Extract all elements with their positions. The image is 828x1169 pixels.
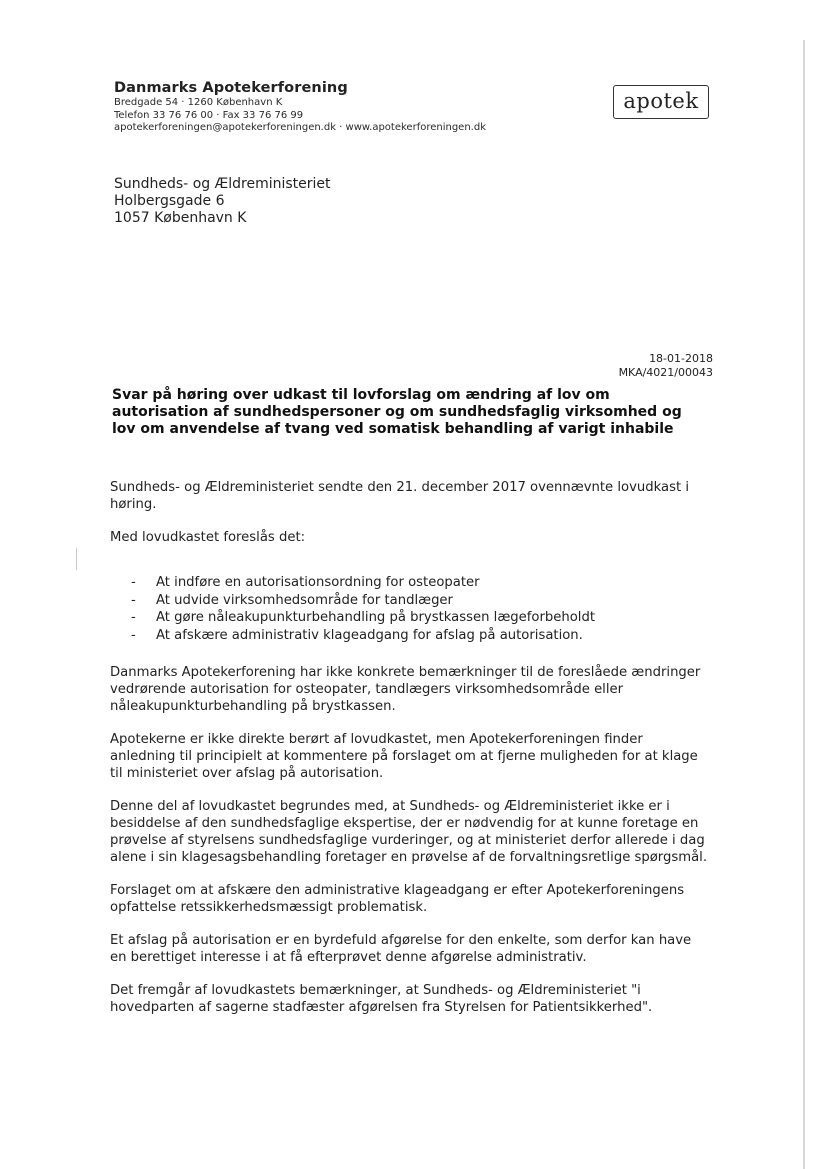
body-paragraph-6: Forslaget om at afskære den administrative klageadgang er efter Apotekerforeningens opfattelse retssikkerhedsmæssigt problematisk.: [110, 883, 685, 915]
sender-name: Danmarks Apotekerforening: [114, 80, 348, 96]
body-paragraph-5: Denne del af lovudkastet begrundes med, at Sundheds- og Ældreministeriet ikke er i besiddelse af den sundhedsfaglige ekspertise, der er nødvendig for at kunne foretage en prøvelse af styrelsens sundhedsfaglige vurderinger, og at ministeriet derfor allerede i dag alene i sin klagesagsbehandling foretager en prøvelse af de forvaltningsretlige spørgsmål.: [110, 799, 708, 865]
letter-reference: MKA/4021/00043: [618, 366, 713, 379]
letter-meta: [619, 352, 713, 380]
logo-text: apotek: [623, 88, 699, 113]
recipient-line-3: 1057 København K: [114, 210, 247, 226]
dash-bullet: -: [131, 627, 136, 643]
body-paragraph-8: Det fremgår af lovudkastets bemærkninger, at Sundheds- og Ældreministeriet "i hovedparten af sagerne stadfæster afgørelsen fra Styrelsen for Patientsikkerhed".: [110, 983, 653, 1015]
sender-contact: apotekerforeningen@apotekerforeningen.dk · www.apotekerforeningen.dk: [114, 122, 486, 133]
dash-bullet: -: [131, 592, 136, 608]
recipient-address: [114, 176, 331, 227]
body-paragraph-1: Sundheds- og Ældreministeriet sendte den 21. december 2017 ovennævnte lovudkast i høring.: [110, 480, 690, 512]
list-item-text: At indføre en autorisationsordning for osteopater: [156, 575, 480, 590]
list-item-text: At udvide virksomhedsområde for tandlæger: [156, 592, 453, 608]
dash-bullet: -: [131, 610, 136, 625]
letter-body: [110, 479, 710, 1032]
apotek-logo: [613, 85, 709, 119]
recipient-line-1: Sundheds- og Ældreministeriet: [114, 176, 331, 192]
dash-bullet: -: [131, 575, 136, 590]
list-item: [110, 574, 710, 592]
list-item-text: At afskære administrativ klageadgang for afslag på autorisation.: [156, 627, 583, 643]
letter-date: 18-01-2018: [649, 352, 713, 365]
list-item-text: At gøre nåleakupunkturbehandling på brystkassen lægeforbeholdt: [156, 610, 596, 625]
list-item: [110, 609, 710, 627]
body-paragraph-7: Et afslag på autorisation er en byrdefuld afgørelse for den enkelte, som derfor kan have en berettiget interesse i at få efterprøvet denne afgørelse administrativ.: [110, 933, 692, 965]
body-paragraph-3: Danmarks Apotekerforening har ikke konkrete bemærkninger til de foreslåede ændringer vedrørende autorisation for osteopater, tandlægers virksomhedsområde eller nåleakupunkturbehandling på brystkassen.: [110, 665, 701, 714]
letter-subject: Svar på høring over udkast til lovforslag om ændring af lov om autorisation af sundhedspersoner og om sundhedsfaglig virksomhed og lov om anvendelse af tvang ved somatisk behandling af varigt inhabile: [112, 387, 682, 437]
scan-mark: [76, 548, 77, 570]
body-paragraph-2: Med lovudkastet foreslås det:: [110, 530, 306, 545]
sender-phone: Telefon 33 76 76 00 · Fax 33 76 76 99: [114, 109, 304, 121]
body-paragraph-4: Apotekerne er ikke direkte berørt af lovudkastet, men Apotekerforeningen finder anledning til principielt at kommentere på forslaget om at fjerne muligheden for at klage til ministeriet over afslag på autorisation.: [110, 732, 698, 781]
sender-letterhead: [114, 80, 574, 135]
list-item: [110, 592, 710, 610]
scan-edge-line: [803, 40, 805, 1169]
list-item: [110, 627, 710, 645]
recipient-line-2: Holbergsgade 6: [114, 193, 225, 209]
sender-address: Bredgade 54 · 1260 København K: [114, 97, 283, 108]
proposal-list: [110, 574, 710, 644]
